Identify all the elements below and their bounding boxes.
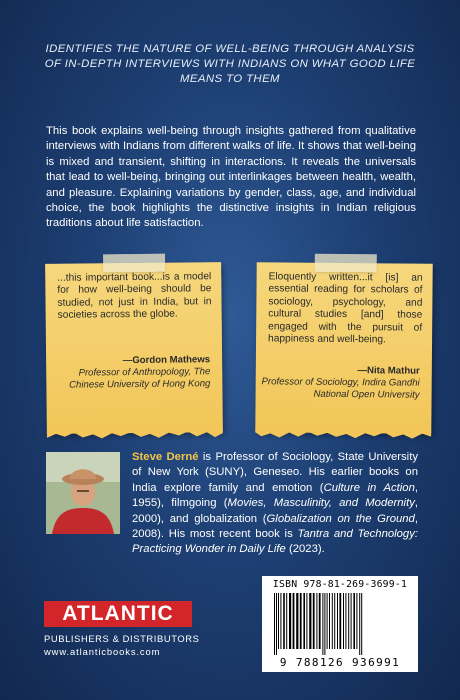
author-bio: Steve Derné is Professor of Sociology, State University of New York (SUNY), Geneseo. His earlier books on India explore family and emotion (Culture in Action, 1955), filmgoing (Movies, Masculinity, and Modernity, 2000), and globalization (Globalization on the Ground, 2008). His most recent book is Tantra and Technology: Practicing Wonder in Daily Life (2023). — [132, 451, 419, 556]
endorser-name: —Gordon Mathews — [122, 354, 211, 367]
publisher-subtitle: PUBLISHERS & DISTRIBUTORS — [44, 633, 200, 644]
endorser-name: —Nita Mathur — [357, 365, 420, 377]
tape-decoration — [315, 254, 377, 273]
endorsement-note-2 — [255, 262, 432, 434]
publisher-name: ATLANTIC — [44, 601, 192, 627]
author-name: Steve Derné — [132, 451, 199, 463]
endorsement-quote: Eloquently written...it [is] an essential reading for scholars of sociology, psychology, and cultural studies [and] those engaged with the pursuit of happiness and well-being. — [268, 271, 423, 346]
publisher-website: www.atlanticbooks.com — [44, 646, 161, 657]
book-title: Tantra and Technology: Practicing Wonder in Daily Life — [132, 528, 419, 556]
tape-decoration — [103, 254, 165, 273]
tagline: IDENTIFIES THE NATURE OF WELL-BEING THROUGH ANALYSIS OF IN-DEPTH INTERVIEWS WITH INDIANS ON WHAT GOOD LIFE MEANS TO THEM — [44, 43, 416, 85]
endorsement-attribution — [260, 364, 420, 402]
isbn-label: ISBN 978-81-269-3699-1 — [272, 579, 408, 590]
isbn-digits: 9 788126 936991 — [279, 656, 401, 669]
barcode-bars — [272, 593, 408, 655]
endorser-role: Professor of Sociology, Indira Gandhi National Open University — [261, 376, 420, 402]
book-description: This book explains well-being through insights gathered from qualitative interviews with Indians from different walks of life. It shows that well-being is mixed and transient, shifting in interactions. It reveals the universals that lead to well-being, bringing out interlinkages between health, wealth, and pleasure. Explaining variations by gender, class, age, and individual choice, the book highlights the distinctive insights in Indian religious traditions about life satisfaction. — [46, 125, 416, 230]
endorser-role: Professor of Anthropology, The Chinese University of Hong Kong — [69, 366, 211, 392]
publisher-logo — [44, 601, 224, 657]
book-title: Globalization on the Ground — [266, 512, 415, 525]
author-photo — [46, 452, 120, 534]
book-title: Movies, Masculinity, and Modernity — [227, 497, 415, 510]
endorsement-attribution — [50, 354, 210, 392]
book-title: Culture in Action — [323, 481, 415, 494]
endorsement-quote: ...this important book...is a model for how well-being should be studied, not just in India, but in societies across the globe. — [57, 271, 212, 322]
isbn-barcode — [262, 576, 418, 672]
endorsement-note-1 — [45, 262, 223, 434]
torn-edge — [47, 430, 223, 440]
torn-edge — [255, 430, 431, 440]
